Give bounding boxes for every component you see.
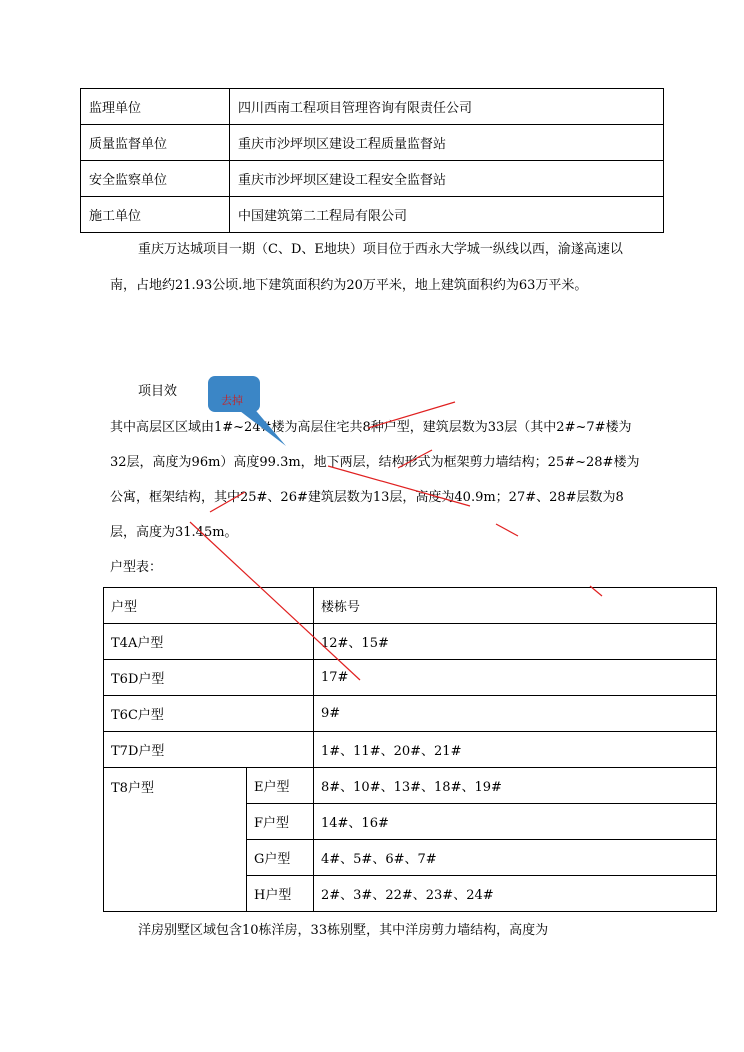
header-buildings: 楼栋号 xyxy=(314,588,717,624)
building-numbers: 14#、16# xyxy=(314,804,717,840)
header-type: 户型 xyxy=(104,588,314,624)
sub-unit-type: E户型 xyxy=(247,768,314,804)
unit-label: 监理单位 xyxy=(81,89,230,125)
unit-type: T4A户型 xyxy=(104,624,314,660)
sub-unit-type: G户型 xyxy=(247,840,314,876)
unit-type-group: T8户型 xyxy=(104,768,247,912)
villa-paragraph: 洋房别墅区域包含10栋洋房，33栋别墅，其中洋房剪力墙结构，高度为 xyxy=(138,923,549,938)
unit-value: 重庆市沙坪坝区建设工程安全监督站 xyxy=(230,161,664,197)
table-caption: 户型表： xyxy=(110,560,163,575)
building-numbers: 17# xyxy=(314,660,717,696)
unit-value: 中国建筑第二工程局有限公司 xyxy=(230,197,664,233)
project-location-paragraph: 重庆万达城项目一期（C、D、E地块）项目位于西永大学城一纵线以西，渝遂高速以南，占地约21.93公顷.地下建筑面积约为20万平米，地上建筑面积约为63万平米。 xyxy=(110,242,623,293)
unit-value: 重庆市沙坪坝区建设工程质量监督站 xyxy=(230,125,664,161)
building-numbers: 9# xyxy=(314,696,717,732)
callout-text: 去掉 xyxy=(221,394,243,407)
unit-type: T6D户型 xyxy=(104,660,314,696)
building-numbers: 1#、11#、20#、21# xyxy=(314,732,717,768)
sub-unit-type: F户型 xyxy=(247,804,314,840)
unit-label: 安全监察单位 xyxy=(81,161,230,197)
sub-unit-type: H户型 xyxy=(247,876,314,912)
strike-mark xyxy=(368,402,455,428)
callout-pointer xyxy=(236,406,286,446)
unit-value: 四川西南工程项目管理咨询有限责任公司 xyxy=(230,89,664,125)
strike-mark xyxy=(590,586,602,596)
unit-type: T7D户型 xyxy=(104,732,314,768)
high-rise-paragraph: 其中高层区区域由1#~24#楼为高层住宅共8种户型，建筑层数为33层（其中2#~7#楼为32层，高度为96m）高度99.3m，地下两层，结构形式为框架剪力墙结构；25#~28#楼为公寓，框架结构，其中25#、26#建筑层数为13层，高度为40.9m；27#、28#层数为8层，高度为31.45m。 xyxy=(110,420,640,540)
strike-mark xyxy=(328,466,470,506)
building-numbers: 4#、5#、6#、7# xyxy=(314,840,717,876)
section-label: 项目效 xyxy=(138,384,178,399)
strike-mark xyxy=(210,492,245,512)
unit-type: T6C户型 xyxy=(104,696,314,732)
building-numbers: 12#、15# xyxy=(314,624,717,660)
building-numbers: 8#、10#、13#、18#、19# xyxy=(314,768,717,804)
strike-mark xyxy=(398,450,432,468)
unit-label: 质量监督单位 xyxy=(81,125,230,161)
strike-mark xyxy=(496,524,518,536)
building-numbers: 2#、3#、22#、23#、24# xyxy=(314,876,717,912)
unit-label: 施工单位 xyxy=(81,197,230,233)
strike-mark xyxy=(190,522,360,680)
